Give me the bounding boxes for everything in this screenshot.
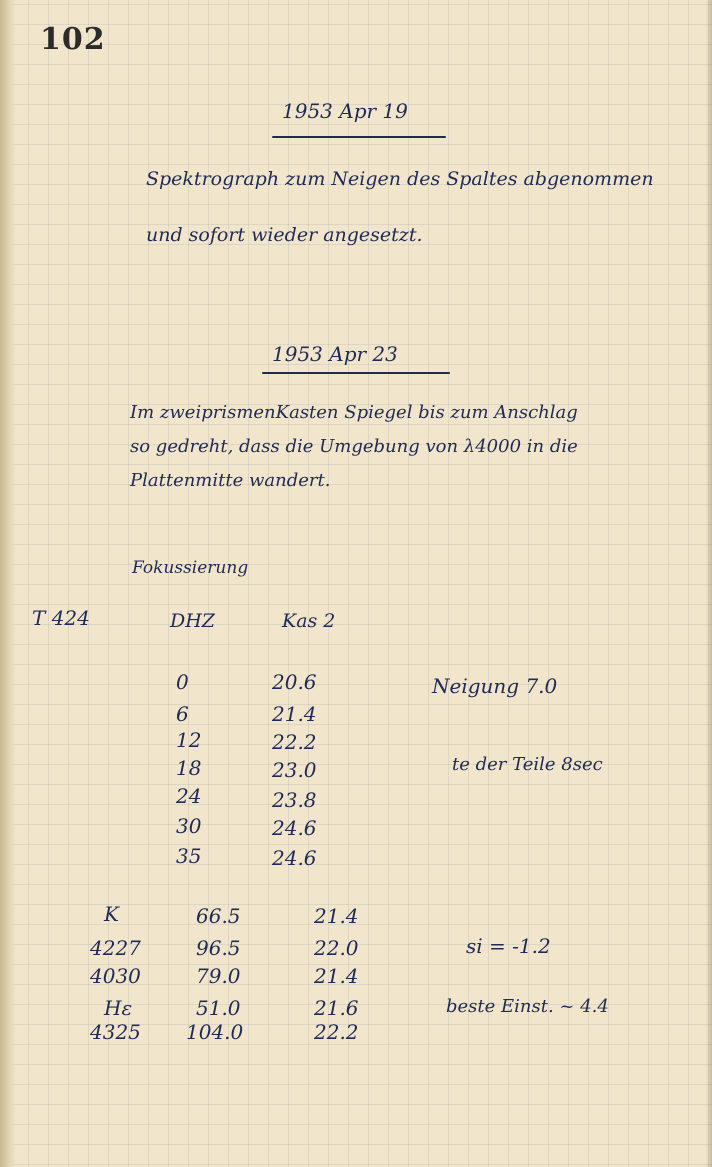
line-value-a: 104.0 [186,1020,244,1044]
page-binding [0,0,16,1167]
date-underline [272,136,446,138]
focus-dhz: 0 [176,670,189,694]
line-value-b: 21.4 [314,904,359,928]
focus-dhz: 18 [176,756,202,780]
line-label: 4030 [90,964,141,988]
focus-kas: 24.6 [272,816,317,840]
line-label: 4325 [90,1020,141,1044]
plate-id: T 424 [32,606,90,630]
focus-kas: 23.0 [272,758,317,782]
line-value-b: 22.0 [314,936,359,960]
focus-kas: 20.6 [272,670,317,694]
focus-note: te der Teile 8sec [452,754,603,775]
line-label: 4227 [90,936,141,960]
entry-text-line: so gedreht, dass die Umgebung von λ4000 in die [130,436,578,457]
line-value-a: 51.0 [196,996,241,1020]
line-value-a: 79.0 [196,964,241,988]
lines-note: si = -1.2 [466,934,551,958]
focus-kas: 24.6 [272,846,317,870]
focusing-heading: Fokussierung [132,558,249,578]
focus-dhz: 35 [176,844,202,868]
column-header-kas: Kas 2 [282,610,336,632]
column-header-dhz: DHZ [170,610,216,632]
entry-text-line: Spektrograph zum Neigen des Spaltes abgenommen [146,168,654,190]
line-label: K [104,902,119,926]
entry-text-line: Plattenmitte wandert. [130,470,331,491]
focus-dhz: 24 [176,784,202,808]
focus-kas: 21.4 [272,702,317,726]
entry-text-line: Im zweiprismenKasten Spiegel bis zum Anschlag [130,402,578,423]
line-value-b: 21.4 [314,964,359,988]
entry-date: 1953 Apr 23 [272,342,398,366]
line-value-b: 21.6 [314,996,359,1020]
line-value-a: 66.5 [196,904,241,928]
lines-note: beste Einst. ~ 4.4 [446,996,609,1017]
line-value-b: 22.2 [314,1020,359,1044]
focus-note: Neigung 7.0 [432,674,558,698]
focus-dhz: 12 [176,728,202,752]
focus-dhz: 6 [176,702,189,726]
entry-text-line: und sofort wieder angesetzt. [146,224,423,246]
focus-kas: 22.2 [272,730,317,754]
focus-kas: 23.8 [272,788,317,812]
date-underline [262,372,450,374]
line-value-a: 96.5 [196,936,241,960]
entry-date: 1953 Apr 19 [282,99,408,123]
page-edge [706,0,712,1167]
line-label: Hε [104,996,133,1020]
page-number: 102 [40,22,106,57]
focus-dhz: 30 [176,814,202,838]
